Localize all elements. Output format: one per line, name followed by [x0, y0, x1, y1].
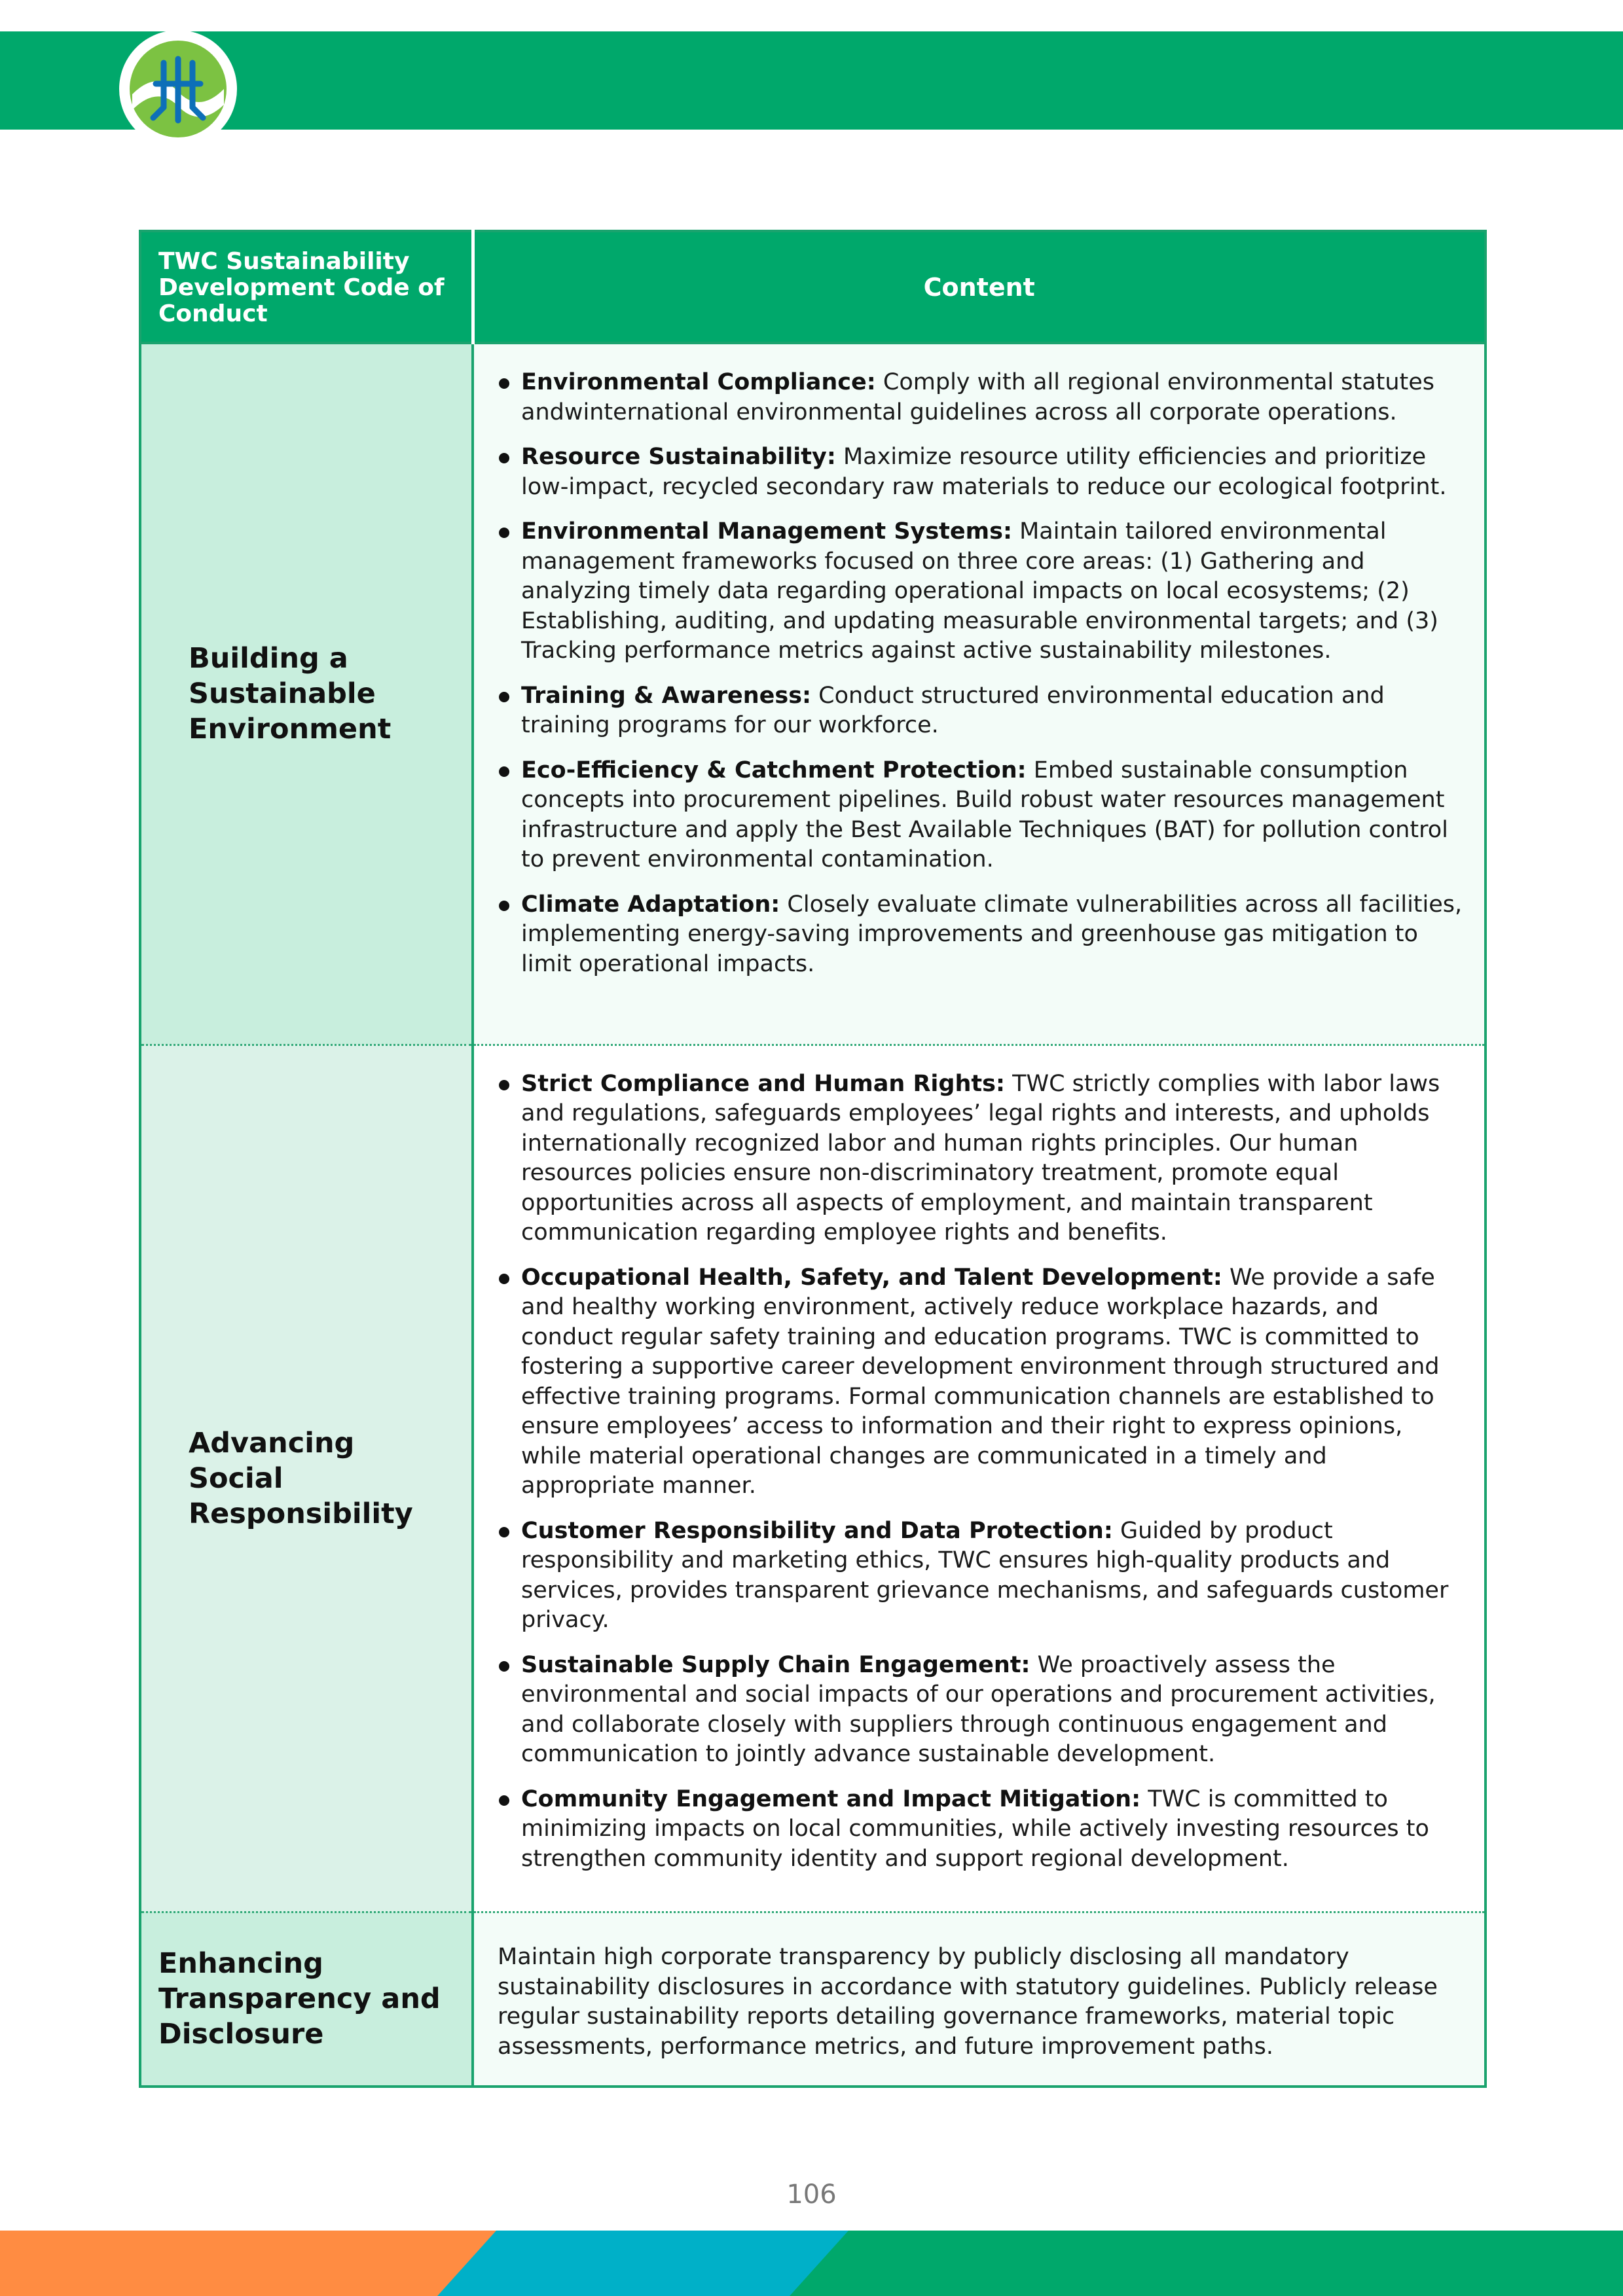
row-content-social [473, 1045, 1486, 1912]
item-title: Training & Awareness: [521, 682, 812, 709]
header-bar [0, 31, 1623, 130]
bullet-list [498, 1069, 1466, 1874]
item-text: We provide a safe and healthy working environment, actively reduce workplace hazards, and conduct regular safety training and education programs. TWC is committed to fostering a supportive career development environment through structured and effective training programs. Formal communication channels are established to ensure employees’ access to information and their right to express opinions, while material operational changes are communicated in a timely and appropriate manner. [521, 1264, 1440, 1499]
item-text: Closely evaluate climate vulnerabilities across all facilities, implementing energy-saving improvements and greenhouse gas mitigation to limit operational impacts. [521, 891, 1463, 977]
list-item [498, 517, 1466, 666]
list-item [498, 368, 1466, 427]
code-of-conduct-table [139, 230, 1487, 2088]
list-item [498, 1651, 1466, 1770]
header-content: Content [473, 231, 1486, 343]
item-text: TWC is committed to minimizing impacts on local communities, while actively investing resources to strengthen community identity and support regional development. [521, 1785, 1429, 1872]
row-label-social: Advancing Social Responsibility [140, 1045, 473, 1912]
item-text: We proactively assess the environmental and social impacts of our operations and procurement activities, and collaborate closely with suppliers through continuous engagement and communication to jointly advance sustainable development. [521, 1651, 1436, 1767]
list-item [498, 1785, 1466, 1874]
row-label-transparency: Enhancing Transparency and Disclosure [140, 1912, 473, 2087]
table-header-row [140, 231, 1486, 343]
item-text: Guided by product responsibility and marketing ethics, TWC ensures high-quality products and services, provides transparent grievance mechanisms, and safeguards customer privacy. [521, 1517, 1449, 1633]
item-title: Environmental Management Systems: [521, 518, 1012, 545]
item-text: Comply with all regional environmental statutes andwinternational environmental guidelines across all corporate operations. [521, 369, 1435, 425]
item-title: Environmental Compliance: [521, 369, 876, 395]
row-label-environment: Building a Sustainable Environment [140, 343, 473, 1045]
list-item [498, 890, 1466, 980]
item-title: Strict Compliance and Human Rights: [521, 1070, 1005, 1097]
table-row [140, 343, 1486, 1045]
page-number: 106 [786, 2179, 837, 2210]
bullet-list [498, 368, 1466, 979]
item-title: Eco-Efficiency & Catchment Protection: [521, 757, 1027, 783]
item-text: Embed sustainable consumption concepts into procurement pipelines. Build robust water resources management infrastructure and apply the Best Available Techniques (BAT) for pollution control to prevent environmental contamination. [521, 757, 1448, 872]
list-item [498, 1069, 1466, 1248]
item-text: TWC strictly complies with labor laws and regulations, safeguards employees’ legal rights and interests, and upholds internationally recognized labor and human rights principles. Our human resources policies ensure non-discriminatory treatment, promote equal opportunities across all aspects of employment, and maintain transparent communication regarding employee rights and benefits. [521, 1070, 1440, 1246]
list-item [498, 1516, 1466, 1636]
item-title: Climate Adaptation: [521, 891, 780, 918]
item-title: Community Engagement and Impact Mitigation: [521, 1785, 1141, 1812]
item-text: Maintain tailored environmental management frameworks focused on three core areas: (1) Gathering and analyzing timely data regarding operational impacts on local ecosystems; (2) Establishing, auditing, and updating measurable environmental targets; and (3) Tracking performance metrics against active sustainability milestones. [521, 518, 1438, 664]
item-title: Sustainable Supply Chain Engagement: [521, 1651, 1030, 1678]
footer-band [0, 2231, 1623, 2296]
list-item [498, 681, 1466, 741]
item-title: Resource Sustainability: [521, 444, 836, 470]
item-title: Occupational Health, Safety, and Talent Development: [521, 1264, 1222, 1291]
item-text: Maximize resource utility efficiencies and prioritize low-impact, recycled secondary raw materials to reduce our ecological footprint. [521, 444, 1447, 500]
row-content-transparency: Maintain high corporate transparency by publicly disclosing all mandatory sustainability disclosures in accordance with statutory guidelines. Publicly release regular sustainability reports detailing governance frameworks, material topic assessments, performance metrics, and future improvement paths. [473, 1912, 1486, 2087]
twc-logo-icon [118, 29, 238, 149]
table-row [140, 1045, 1486, 1912]
item-title: Customer Responsibility and Data Protection: [521, 1517, 1113, 1544]
table-row [140, 1912, 1486, 2087]
list-item [498, 1263, 1466, 1501]
list-item [498, 442, 1466, 502]
list-item [498, 756, 1466, 875]
item-text: Conduct structured environmental education and training programs for our workforce. [521, 682, 1385, 738]
row-content-environment [473, 343, 1486, 1045]
header-code-of-conduct: TWC Sustainability Development Code of Conduct [140, 231, 473, 343]
